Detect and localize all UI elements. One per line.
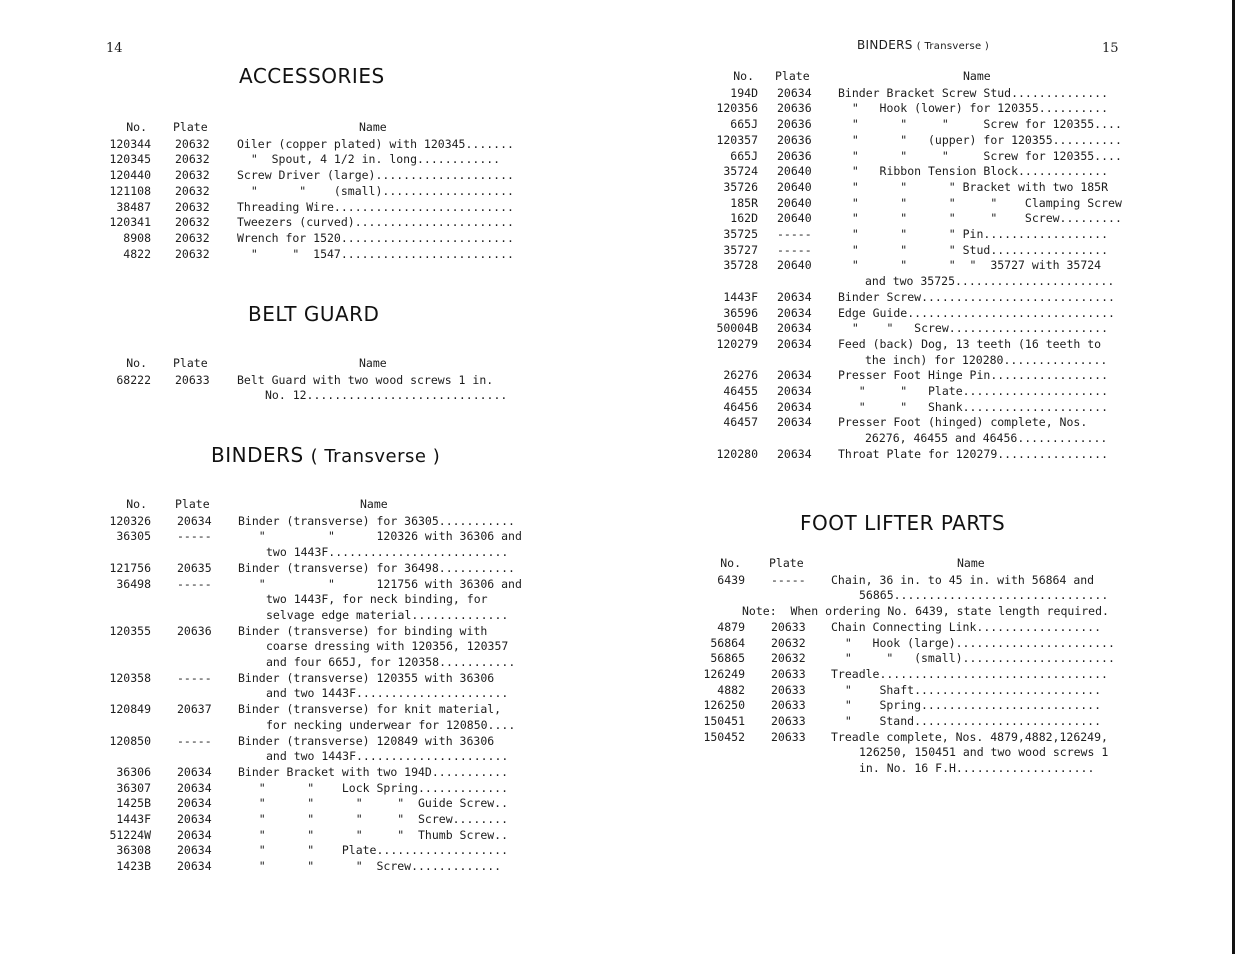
- part-name: " Stand...........................: [831, 714, 1102, 728]
- table-row: [0, 183, 617, 199]
- part-name: " " " Bracket with two 185R: [838, 179, 1109, 194]
- part-number: 38487: [116, 199, 151, 214]
- table-row: [617, 257, 1235, 273]
- part-number: 35726: [723, 179, 758, 194]
- column-header-no: No.: [126, 120, 147, 134]
- plate-number: 20633: [771, 698, 806, 713]
- part-name: Binder (transverse) 120355 with 36306: [238, 670, 495, 685]
- column-header-plate: Plate: [775, 69, 810, 83]
- table-row: [0, 670, 617, 686]
- part-number: 51224W: [109, 827, 151, 842]
- table-row: [617, 635, 1235, 651]
- part-name: " Shaft...........................: [831, 682, 1102, 697]
- table-row: [617, 226, 1235, 242]
- plate-number: 20634: [177, 827, 212, 842]
- plate-number: 20635: [177, 560, 212, 575]
- table-row: [617, 195, 1235, 211]
- part-name: " " " " Thumb Screw..: [238, 827, 509, 842]
- part-name: " " 120326 with 36306 and: [238, 529, 522, 544]
- column-header-plate: Plate: [769, 556, 804, 570]
- part-name-continued: and four 665J, for 120358...........: [266, 655, 516, 669]
- table-row: [0, 811, 617, 827]
- part-name: Treadle.................................: [831, 666, 1108, 681]
- table-row: [617, 336, 1235, 352]
- part-name: " " " " Guide Screw..: [238, 796, 509, 811]
- note-text: Note: When ordering No. 6439, state length required.: [742, 604, 1109, 619]
- part-name-continued: selvage edge material..............: [266, 607, 509, 622]
- table-row: [617, 85, 1235, 101]
- section-title-belt-guard: BELT GUARD: [248, 302, 380, 326]
- table-row: [617, 572, 1235, 588]
- plate-number: 20634: [777, 399, 812, 414]
- part-number: 150452: [703, 729, 745, 744]
- table-row: [0, 560, 617, 576]
- part-number: 121756: [109, 560, 151, 575]
- table-row: [0, 858, 617, 874]
- table-row: [617, 163, 1235, 179]
- plate-number: -----: [177, 576, 212, 591]
- part-number: 120355: [109, 623, 151, 638]
- part-name-continued: and two 1443F......................: [266, 686, 509, 701]
- part-name: " " 1547.........................: [237, 246, 514, 261]
- table-row: [0, 230, 617, 246]
- right-page-number: 15: [1102, 41, 1119, 56]
- plate-number: 20634: [777, 368, 812, 383]
- part-name: " " Shank.....................: [838, 399, 1109, 414]
- part-name: " " " Pin..................: [838, 227, 1109, 241]
- section-title-binders: [211, 443, 440, 467]
- part-name: " " (small)...................: [237, 183, 514, 198]
- part-name: Tweezers (curved).......................: [237, 215, 514, 230]
- table-row: [0, 136, 617, 152]
- table-row: [617, 289, 1235, 305]
- table-row: [617, 446, 1235, 462]
- column-header-name: Name: [957, 556, 985, 570]
- plate-number: 20632: [175, 168, 210, 183]
- plate-number: 20636: [777, 148, 812, 163]
- part-name: " " Plate...................: [238, 843, 509, 858]
- part-name: " Hook (lower) for 120355..........: [838, 101, 1109, 116]
- part-number: 36307: [116, 780, 151, 795]
- part-number: 56865: [710, 651, 745, 666]
- section-title-accessories: ACCESSORIES: [239, 64, 385, 88]
- table-row: [0, 513, 617, 529]
- plate-number: 20640: [777, 211, 812, 226]
- part-number: 4822: [123, 246, 151, 261]
- part-number: 35724: [723, 164, 758, 179]
- part-name: " " Lock Spring.............: [238, 780, 509, 795]
- column-header-plate: Plate: [173, 356, 208, 370]
- part-number: 120357: [716, 132, 758, 147]
- plate-number: 20636: [777, 132, 812, 147]
- column-header-name: Name: [963, 69, 991, 83]
- plate-number: -----: [177, 733, 212, 748]
- part-number: 35725: [723, 227, 758, 241]
- part-number: 1425B: [116, 796, 151, 811]
- plate-number: 20632: [771, 635, 806, 650]
- plate-number: 20632: [175, 136, 210, 151]
- table-row: [617, 682, 1235, 698]
- table-row: [0, 246, 617, 262]
- column-header-no: No.: [720, 556, 741, 570]
- part-number: 126249: [703, 666, 745, 681]
- part-number: 36308: [116, 843, 151, 858]
- part-name: Binder Screw............................: [838, 289, 1115, 304]
- plate-number: 20632: [175, 246, 210, 261]
- plate-number: 20640: [777, 179, 812, 194]
- part-name: Binder (transverse) for binding with: [238, 623, 488, 638]
- plate-number: 20632: [175, 183, 210, 198]
- part-name: " " (upper) for 120355..........: [838, 132, 1122, 147]
- part-number: 121108: [109, 183, 151, 198]
- table-row: [617, 713, 1235, 729]
- plate-number: 20633: [771, 714, 806, 728]
- plate-number: 20632: [175, 152, 210, 167]
- part-number: 120850: [109, 733, 151, 748]
- part-number: 150451: [703, 714, 745, 728]
- column-header-name: Name: [359, 120, 387, 134]
- part-name-continued: and two 35725.......................: [865, 274, 1115, 289]
- plate-number: 20634: [177, 513, 212, 528]
- table-row: [617, 367, 1235, 383]
- plate-number: 20632: [771, 651, 806, 666]
- plate-number: 20632: [175, 199, 210, 214]
- part-number: 26276: [723, 368, 758, 383]
- plate-number: 20636: [777, 101, 812, 116]
- part-number: 185R: [730, 195, 758, 210]
- part-number: 120356: [716, 101, 758, 116]
- table-row: [617, 210, 1235, 226]
- table-row: [0, 214, 617, 230]
- running-head: [857, 38, 989, 52]
- part-name: Binder Bracket with two 194D...........: [238, 764, 509, 779]
- part-name-continued: two 1443F, for neck binding, for: [266, 592, 488, 607]
- part-number: 665J: [730, 117, 758, 132]
- part-name: " " " Stud.................: [838, 242, 1109, 257]
- plate-number: 20634: [177, 859, 212, 874]
- plate-number: 20636: [177, 623, 212, 638]
- table-row: [0, 372, 617, 388]
- table-row: [617, 100, 1235, 116]
- part-name: " " " " Screw........: [238, 812, 509, 826]
- part-number: 36306: [116, 764, 151, 779]
- part-number: 120280: [716, 446, 758, 461]
- part-name: Belt Guard with two wood screws 1 in.: [237, 372, 494, 387]
- part-name: " Ribbon Tension Block.............: [838, 164, 1109, 179]
- part-name-continued: in. No. 16 F.H....................: [859, 761, 1095, 776]
- part-number: 36305: [116, 529, 151, 544]
- part-name-continued: 56865...............................: [859, 588, 1109, 603]
- plate-number: 20633: [771, 619, 806, 634]
- part-number: 36596: [723, 305, 758, 320]
- table-row: [617, 383, 1235, 399]
- plate-number: -----: [177, 529, 212, 544]
- part-number: 120849: [109, 702, 151, 717]
- plate-number: 20634: [777, 446, 812, 461]
- plate-number: 20634: [177, 780, 212, 795]
- part-number: 120326: [109, 513, 151, 528]
- column-header-plate: Plate: [173, 120, 208, 134]
- part-number: 36498: [116, 576, 151, 591]
- table-row: [0, 795, 617, 811]
- part-number: 4882: [717, 682, 745, 697]
- table-row: [617, 148, 1235, 164]
- part-name: Edge Guide..............................: [838, 305, 1115, 320]
- part-number: 120358: [109, 670, 151, 685]
- column-header-name: Name: [359, 356, 387, 370]
- binders-title-main: BINDERS: [211, 443, 304, 467]
- part-number: 46457: [723, 415, 758, 430]
- table-row: [0, 780, 617, 796]
- plate-number: 20634: [177, 812, 212, 826]
- part-name: " " Plate.....................: [838, 384, 1109, 398]
- plate-number: 20634: [177, 843, 212, 858]
- plate-number: 20640: [777, 195, 812, 210]
- part-number: 46455: [723, 384, 758, 398]
- part-name: Screw Driver (large)....................: [237, 168, 514, 183]
- part-name: Chain Connecting Link..................: [831, 619, 1102, 634]
- table-row: [0, 733, 617, 749]
- part-name: " " 121756 with 36306 and: [238, 576, 522, 591]
- part-number: 120345: [109, 152, 151, 167]
- part-number: 8908: [123, 230, 151, 245]
- binders-title-suffix: ( Transverse ): [310, 446, 441, 467]
- column-header-no: No.: [733, 69, 754, 83]
- right-page: [617, 0, 1235, 954]
- table-row: [0, 151, 617, 167]
- plate-number: 20640: [777, 258, 812, 273]
- part-name: Binder (transverse) for 36305...........: [238, 513, 515, 528]
- table-row: [617, 242, 1235, 258]
- part-name: Binder (transverse) 120849 with 36306: [238, 733, 495, 748]
- table-row: [617, 116, 1235, 132]
- part-name: " " Screw.......................: [838, 321, 1109, 336]
- plate-number: 20636: [777, 117, 812, 132]
- table-row: [0, 842, 617, 858]
- part-name-continued: for necking underwear for 120850....: [266, 717, 516, 732]
- part-name: Threading Wire..........................: [237, 199, 514, 214]
- running-head-main: BINDERS: [857, 38, 913, 52]
- part-number: 1423B: [116, 859, 151, 874]
- part-name: " " " Screw for 120355....: [838, 148, 1122, 163]
- table-row: [0, 576, 617, 592]
- table-row: [0, 199, 617, 215]
- part-number: 120440: [109, 168, 151, 183]
- part-name: Presser Foot (hinged) complete, Nos.: [838, 415, 1088, 430]
- part-name: Binder Bracket Screw Stud..............: [838, 85, 1109, 100]
- table-row: [0, 701, 617, 717]
- table-row: [617, 399, 1235, 415]
- table-row: [617, 619, 1235, 635]
- plate-number: 20633: [771, 682, 806, 697]
- table-row: [617, 666, 1235, 682]
- left-page: [0, 0, 617, 954]
- column-header-plate: Plate: [175, 497, 210, 511]
- plate-number: 20634: [177, 764, 212, 779]
- part-name-continued: and two 1443F......................: [266, 749, 509, 764]
- part-number: 35728: [723, 258, 758, 273]
- part-name: " Spring..........................: [831, 698, 1102, 713]
- plate-number: 20634: [777, 289, 812, 304]
- plate-number: 20634: [177, 796, 212, 811]
- part-number: 46456: [723, 399, 758, 414]
- table-row: [617, 650, 1235, 666]
- part-name: Oiler (copper plated) with 120345.......: [237, 136, 514, 151]
- table-row: [0, 528, 617, 544]
- plate-number: 20633: [771, 666, 806, 681]
- part-number: 1443F: [723, 289, 758, 304]
- part-number: 68222: [116, 372, 151, 387]
- table-row: [617, 697, 1235, 713]
- left-page-number: 14: [106, 41, 123, 56]
- part-name-continued: 26276, 46455 and 46456.............: [865, 431, 1108, 446]
- part-name-continued: 126250, 150451 and two wood screws 1: [859, 745, 1109, 760]
- part-number: 1443F: [116, 812, 151, 826]
- table-row: [617, 729, 1235, 745]
- table-row: [617, 132, 1235, 148]
- part-name: " " (small)......................: [831, 651, 1115, 666]
- table-row: [617, 179, 1235, 195]
- plate-number: 20634: [777, 305, 812, 320]
- part-name: Throat Plate for 120279................: [838, 446, 1109, 461]
- part-number: 120341: [109, 215, 151, 230]
- plate-number: 20633: [175, 372, 210, 387]
- plate-number: 20637: [177, 702, 212, 717]
- part-number: 162D: [730, 211, 758, 226]
- plate-number: -----: [777, 242, 812, 257]
- part-name: " Spout, 4 1/2 in. long............: [237, 152, 501, 167]
- plate-number: 20633: [771, 729, 806, 744]
- part-name-continued: two 1443F..........................: [266, 545, 509, 560]
- plate-number: 20640: [777, 164, 812, 179]
- part-number: 35727: [723, 242, 758, 257]
- part-name-continued: coarse dressing with 120356, 120357: [266, 639, 509, 654]
- part-number: 194D: [730, 85, 758, 100]
- part-name: " " " " 35727 with 35724: [838, 258, 1102, 273]
- part-number: 50004B: [716, 321, 758, 336]
- plate-number: 20634: [777, 321, 812, 336]
- part-number: 126250: [703, 698, 745, 713]
- table-row: [617, 305, 1235, 321]
- plate-number: 20634: [777, 415, 812, 430]
- part-name: " " " " Clamping Screw: [838, 195, 1122, 210]
- plate-number: -----: [771, 572, 806, 587]
- column-header-no: No.: [126, 356, 147, 370]
- part-name: Presser Foot Hinge Pin.................: [838, 368, 1109, 383]
- part-number: 665J: [730, 148, 758, 163]
- table-row: [0, 764, 617, 780]
- part-name-continued: No. 12.............................: [265, 388, 508, 403]
- part-name: " " " Screw for 120355....: [838, 117, 1122, 132]
- table-row: [0, 167, 617, 183]
- part-name: " " " " Screw.........: [838, 211, 1122, 226]
- part-name: Binder (transverse) for knit material,: [238, 702, 502, 717]
- plate-number: -----: [177, 670, 212, 685]
- part-name: " Hook (large).......................: [831, 635, 1115, 650]
- column-header-no: No.: [126, 497, 147, 511]
- column-header-name: Name: [360, 497, 388, 511]
- table-row: [617, 320, 1235, 336]
- table-row: [617, 414, 1235, 430]
- part-name: Treadle complete, Nos. 4879,4882,126249,: [831, 729, 1108, 744]
- plate-number: 20634: [777, 384, 812, 398]
- part-name: Feed (back) Dog, 13 teeth (16 teeth to: [838, 336, 1102, 351]
- plate-number: 20632: [175, 230, 210, 245]
- part-name: Binder (transverse) for 36498...........: [238, 560, 515, 575]
- part-name-continued: the inch) for 120280...............: [865, 352, 1108, 367]
- plate-number: 20634: [777, 85, 812, 100]
- section-title-foot-lifter-parts: FOOT LIFTER PARTS: [800, 511, 1006, 535]
- table-row: [0, 623, 617, 639]
- part-number: 4879: [717, 619, 745, 634]
- table-row: [0, 827, 617, 843]
- plate-number: 20634: [777, 336, 812, 351]
- part-number: 120344: [109, 136, 151, 151]
- part-name: " " " Screw.............: [238, 859, 502, 874]
- plate-number: 20632: [175, 215, 210, 230]
- part-name: Chain, 36 in. to 45 in. with 56864 and: [831, 572, 1095, 587]
- part-number: 56864: [710, 635, 745, 650]
- plate-number: -----: [777, 227, 812, 241]
- part-number: 120279: [716, 336, 758, 351]
- part-number: 6439: [717, 572, 745, 587]
- running-head-suffix: ( Transverse ): [916, 41, 990, 52]
- part-name: Wrench for 1520.........................: [237, 230, 514, 245]
